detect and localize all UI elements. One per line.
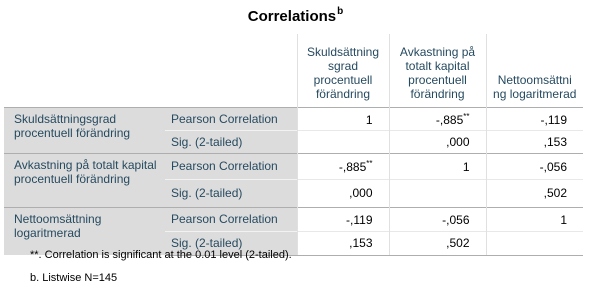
stat-label-pearson: Pearson Correlation <box>165 208 297 232</box>
table-title: Correlations$^b$ <box>247 6 344 25</box>
row-label: Avkastning på totalt kapital procentuell förändring <box>4 154 165 208</box>
pearson-cell: -,056 <box>389 208 486 232</box>
header-row <box>4 34 583 108</box>
table-row <box>4 154 583 180</box>
column-header: Nettoomsättni ng logaritmerad <box>486 34 583 108</box>
sig-cell: ,153 <box>297 231 389 255</box>
stat-label-sig: Sig. (2-tailed) <box>165 231 297 255</box>
stat-label-pearson: Pearson Correlation <box>165 108 297 131</box>
stat-label-sig: Sig. (2-tailed) <box>165 179 297 207</box>
pearson-cell: -,119 <box>486 108 583 131</box>
sig-cell <box>486 231 583 255</box>
column-header: Avkastning på totalt kapital procentuell förändring <box>389 34 486 108</box>
title-footnote-marker: b <box>337 6 344 17</box>
footnote-listwise: b. Listwise N=145 <box>30 272 118 284</box>
column-header: Skuldsättning sgrad procentuell förändring <box>297 34 389 108</box>
sig-cell: ,000 <box>389 131 486 154</box>
pearson-cell: -,885** <box>297 154 389 180</box>
pearson-cell: 1 <box>486 208 583 232</box>
table-row <box>4 208 583 232</box>
pearson-cell: 1 <box>389 154 486 180</box>
sig-cell <box>297 131 389 154</box>
header-blank-row-label <box>4 34 165 108</box>
pearson-cell: -,119 <box>297 208 389 232</box>
sig-cell: ,000 <box>297 179 389 207</box>
footnote-significance: **. Correlation is significant at the 0.01 level (2-tailed). <box>30 249 292 261</box>
correlations-table <box>4 34 583 256</box>
table-row <box>4 108 583 131</box>
pearson-cell: -,056 <box>486 154 583 180</box>
sig-cell <box>389 179 486 207</box>
pearson-cell: -,885** <box>389 108 486 131</box>
sig-cell: ,502 <box>389 231 486 255</box>
header-blank-stat-label <box>165 34 297 108</box>
stat-label-sig: Sig. (2-tailed) <box>165 131 297 154</box>
sig-cell: ,153 <box>486 131 583 154</box>
row-label: Nettoomsättning logaritmerad <box>4 208 165 256</box>
stat-label-pearson: Pearson Correlation <box>165 154 297 180</box>
row-label: Skuldsättningsgrad procentuell förändring <box>4 108 165 154</box>
sig-cell: ,502 <box>486 179 583 207</box>
pearson-cell: 1 <box>297 108 389 131</box>
